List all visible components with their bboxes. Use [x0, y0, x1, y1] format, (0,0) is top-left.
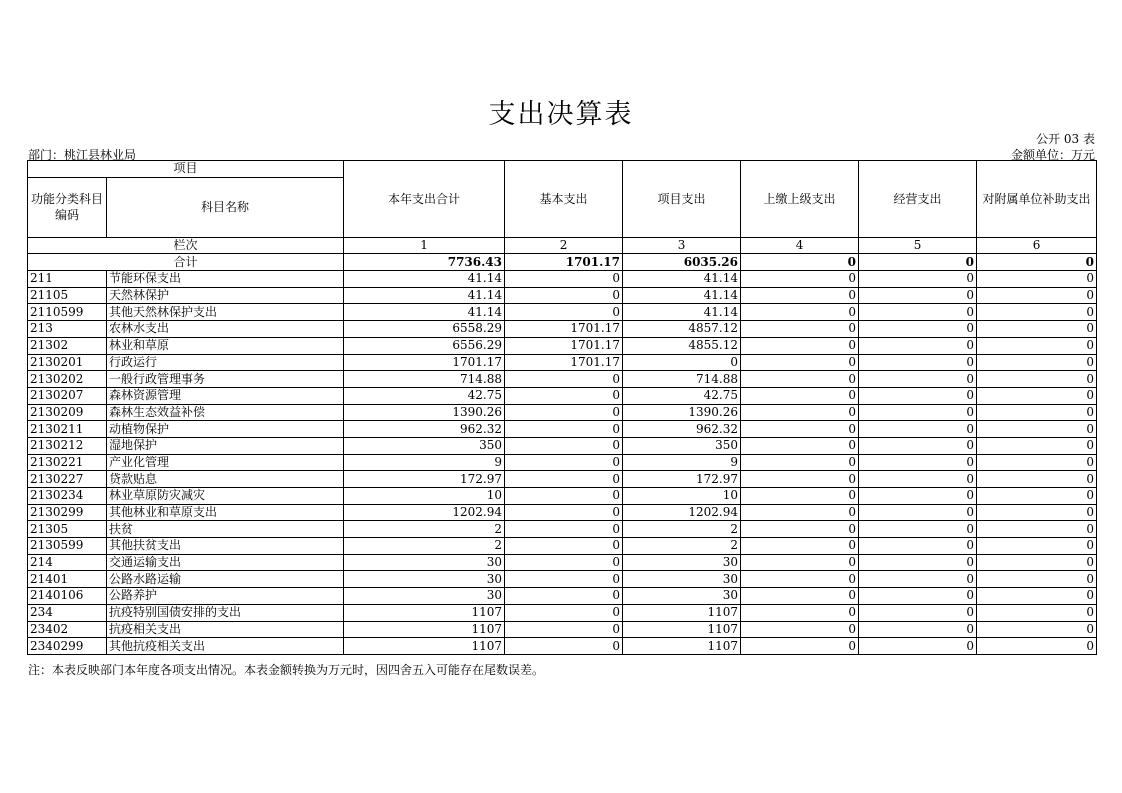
row-code: 2130207 [28, 387, 107, 404]
row-value: 41.14 [344, 304, 505, 321]
row-value: 1202.94 [623, 504, 741, 521]
amount-unit-label: 金额单位：万元 [1010, 148, 1095, 162]
row-value: 0 [859, 638, 977, 655]
row-value: 41.14 [623, 287, 741, 304]
row-value: 0 [505, 421, 623, 438]
row-value: 0 [859, 371, 977, 388]
header-col-num: 6 [977, 237, 1097, 254]
row-value: 0 [859, 504, 977, 521]
row-value: 0 [505, 638, 623, 655]
header-col-num: 5 [859, 237, 977, 254]
table-row [28, 404, 1097, 421]
header-col-num: 1 [344, 237, 505, 254]
row-value: 0 [505, 521, 623, 538]
row-value: 0 [505, 471, 623, 488]
row-value: 0 [859, 387, 977, 404]
row-value: 1107 [344, 604, 505, 621]
row-value: 0 [741, 588, 859, 605]
row-value: 0 [505, 454, 623, 471]
table-row [28, 554, 1097, 571]
row-value: 0 [505, 488, 623, 505]
row-value: 30 [344, 554, 505, 571]
table-row [28, 337, 1097, 354]
row-code: 21302 [28, 337, 107, 354]
row-value: 0 [741, 604, 859, 621]
total-value: 6035.26 [623, 254, 741, 271]
row-value: 0 [859, 621, 977, 638]
row-value: 0 [741, 521, 859, 538]
row-value: 30 [344, 571, 505, 588]
row-value: 172.97 [623, 471, 741, 488]
row-value: 42.75 [344, 387, 505, 404]
row-name: 公路养护 [107, 588, 344, 605]
row-value: 0 [741, 638, 859, 655]
row-value: 0 [741, 287, 859, 304]
row-value: 0 [505, 588, 623, 605]
row-value: 0 [859, 421, 977, 438]
row-value: 2 [623, 521, 741, 538]
table-row [28, 504, 1097, 521]
row-value: 0 [977, 504, 1097, 521]
table-row [28, 454, 1097, 471]
row-value: 0 [741, 354, 859, 371]
row-value: 0 [977, 371, 1097, 388]
row-value: 30 [344, 588, 505, 605]
row-name: 交通运输支出 [107, 554, 344, 571]
row-value: 41.14 [623, 271, 741, 288]
row-value: 0 [977, 421, 1097, 438]
row-code: 21401 [28, 571, 107, 588]
header-name: 科目名称 [107, 177, 344, 237]
row-value: 41.14 [344, 287, 505, 304]
row-value: 350 [623, 437, 741, 454]
row-value: 0 [977, 588, 1097, 605]
row-code: 2130201 [28, 354, 107, 371]
table-row [28, 271, 1097, 288]
header-col-num: 4 [741, 237, 859, 254]
row-value: 1202.94 [344, 504, 505, 521]
page-title: 支出决算表 [488, 99, 634, 130]
row-name: 其他天然林保护支出 [107, 304, 344, 321]
table-row [28, 387, 1097, 404]
row-value: 0 [977, 488, 1097, 505]
row-value: 0 [859, 304, 977, 321]
row-value: 0 [505, 404, 623, 421]
row-value: 0 [741, 471, 859, 488]
table-row [28, 521, 1097, 538]
row-value: 1701.17 [505, 337, 623, 354]
row-value: 0 [505, 504, 623, 521]
row-value: 0 [859, 337, 977, 354]
row-value: 0 [505, 604, 623, 621]
header-col-num: 2 [505, 237, 623, 254]
header-project: 项目 [28, 161, 344, 178]
row-value: 0 [859, 488, 977, 505]
row-name: 森林资源管理 [107, 387, 344, 404]
row-value: 0 [505, 538, 623, 555]
row-value: 0 [977, 404, 1097, 421]
row-value: 0 [859, 571, 977, 588]
header-col-num: 3 [623, 237, 741, 254]
row-value: 30 [623, 554, 741, 571]
row-value: 0 [977, 387, 1097, 404]
header-col-subsidy: 对附属单位补助支出 [977, 161, 1097, 238]
row-value: 1390.26 [623, 404, 741, 421]
row-name: 其他林业和草原支出 [107, 504, 344, 521]
row-value: 0 [977, 354, 1097, 371]
total-value: 7736.43 [344, 254, 505, 271]
total-row [28, 254, 1097, 271]
row-value: 0 [505, 437, 623, 454]
row-value: 0 [977, 337, 1097, 354]
row-name: 动植物保护 [107, 421, 344, 438]
row-value: 0 [977, 638, 1097, 655]
row-value: 0 [977, 571, 1097, 588]
row-value: 6558.29 [344, 321, 505, 338]
row-name: 林业和草原 [107, 337, 344, 354]
row-name: 其他抗疫相关支出 [107, 638, 344, 655]
row-value: 0 [741, 371, 859, 388]
row-value: 2 [344, 521, 505, 538]
row-name: 行政运行 [107, 354, 344, 371]
row-value: 1107 [623, 621, 741, 638]
row-value: 0 [741, 571, 859, 588]
row-value: 41.14 [623, 304, 741, 321]
row-value: 1701.17 [505, 321, 623, 338]
row-name: 其他扶贫支出 [107, 538, 344, 555]
table-row [28, 437, 1097, 454]
row-value: 172.97 [344, 471, 505, 488]
table-row [28, 287, 1097, 304]
row-code: 21105 [28, 287, 107, 304]
header-code: 功能分类科目编码 [28, 177, 107, 237]
row-code: 23402 [28, 621, 107, 638]
row-name: 扶贫 [107, 521, 344, 538]
row-value: 0 [977, 604, 1097, 621]
row-value: 0 [977, 521, 1097, 538]
total-value: 0 [859, 254, 977, 271]
row-value: 350 [344, 437, 505, 454]
row-value: 0 [859, 538, 977, 555]
row-name: 公路水路运输 [107, 571, 344, 588]
row-value: 0 [741, 321, 859, 338]
row-code: 234 [28, 604, 107, 621]
total-value: 1701.17 [505, 254, 623, 271]
header-col-total: 本年支出合计 [344, 161, 505, 238]
row-value: 0 [859, 604, 977, 621]
header-col-basic: 基本支出 [505, 161, 623, 238]
total-value: 0 [741, 254, 859, 271]
row-code: 2340299 [28, 638, 107, 655]
row-value: 0 [505, 621, 623, 638]
row-value: 0 [741, 387, 859, 404]
row-value: 0 [859, 521, 977, 538]
row-value: 714.88 [623, 371, 741, 388]
row-code: 2110599 [28, 304, 107, 321]
table-row [28, 588, 1097, 605]
row-value: 0 [977, 554, 1097, 571]
row-value: 0 [741, 554, 859, 571]
row-value: 0 [977, 538, 1097, 555]
row-value: 0 [859, 437, 977, 454]
row-value: 0 [505, 554, 623, 571]
table-row [28, 488, 1097, 505]
row-value: 0 [505, 271, 623, 288]
table-row [28, 421, 1097, 438]
table-row [28, 354, 1097, 371]
row-code: 2130234 [28, 488, 107, 505]
row-code: 214 [28, 554, 107, 571]
row-value: 1107 [344, 621, 505, 638]
row-value: 0 [859, 471, 977, 488]
row-value: 0 [977, 437, 1097, 454]
row-code: 2130202 [28, 371, 107, 388]
row-value: 0 [977, 304, 1097, 321]
row-name: 湿地保护 [107, 437, 344, 454]
table-row [28, 638, 1097, 655]
row-value: 9 [623, 454, 741, 471]
row-value: 10 [623, 488, 741, 505]
row-value: 6556.29 [344, 337, 505, 354]
row-value: 0 [859, 321, 977, 338]
row-value: 0 [859, 554, 977, 571]
row-value: 0 [741, 421, 859, 438]
row-name: 林业草原防灾减灾 [107, 488, 344, 505]
row-code: 213 [28, 321, 107, 338]
row-name: 农林水支出 [107, 321, 344, 338]
row-value: 0 [623, 354, 741, 371]
row-value: 0 [505, 571, 623, 588]
row-name: 节能环保支出 [107, 271, 344, 288]
row-value: 0 [741, 437, 859, 454]
row-value: 0 [505, 287, 623, 304]
row-value: 9 [344, 454, 505, 471]
row-value: 0 [977, 454, 1097, 471]
row-value: 0 [977, 621, 1097, 638]
department-label: 部门：桃江县林业局 [28, 148, 137, 162]
row-value: 10 [344, 488, 505, 505]
row-value: 1701.17 [505, 354, 623, 371]
row-code: 2130299 [28, 504, 107, 521]
row-value: 0 [505, 387, 623, 404]
total-label: 合计 [28, 254, 344, 271]
table-row [28, 571, 1097, 588]
row-name: 抗疫特别国债安排的支出 [107, 604, 344, 621]
row-code: 2130209 [28, 404, 107, 421]
row-name: 一般行政管理事务 [107, 371, 344, 388]
row-value: 962.32 [623, 421, 741, 438]
row-value: 0 [741, 504, 859, 521]
row-code: 2130227 [28, 471, 107, 488]
row-value: 1107 [344, 638, 505, 655]
row-value: 2 [623, 538, 741, 555]
table-number: 公开 03 表 [1036, 132, 1095, 146]
row-value: 962.32 [344, 421, 505, 438]
row-value: 0 [741, 404, 859, 421]
row-code: 2130212 [28, 437, 107, 454]
row-code: 2140106 [28, 588, 107, 605]
row-value: 0 [977, 287, 1097, 304]
row-value: 1701.17 [344, 354, 505, 371]
row-name: 产业化管理 [107, 454, 344, 471]
row-name: 天然林保护 [107, 287, 344, 304]
table-row [28, 604, 1097, 621]
row-name: 抗疫相关支出 [107, 621, 344, 638]
total-value: 0 [977, 254, 1097, 271]
row-value: 0 [741, 538, 859, 555]
row-value: 4855.12 [623, 337, 741, 354]
row-value: 0 [977, 321, 1097, 338]
header-col-business: 经营支出 [859, 161, 977, 238]
footnote: 注：本表反映部门本年度各项支出情况。本表金额转换为万元时，因四舍五入可能存在尾数误差。 [28, 663, 545, 677]
row-name: 森林生态效益补偿 [107, 404, 344, 421]
row-value: 0 [859, 271, 977, 288]
row-value: 714.88 [344, 371, 505, 388]
header-col-remit: 上缴上级支出 [741, 161, 859, 238]
row-value: 0 [859, 454, 977, 471]
table-row [28, 304, 1097, 321]
row-value: 0 [741, 337, 859, 354]
row-value: 41.14 [344, 271, 505, 288]
row-value: 0 [741, 488, 859, 505]
row-value: 0 [859, 404, 977, 421]
row-value: 0 [977, 271, 1097, 288]
row-value: 0 [505, 371, 623, 388]
row-value: 30 [623, 571, 741, 588]
table-row [28, 321, 1097, 338]
table-row [28, 471, 1097, 488]
table-row [28, 621, 1097, 638]
row-value: 0 [741, 271, 859, 288]
row-value: 1107 [623, 604, 741, 621]
header-col-label: 栏次 [28, 237, 344, 254]
row-value: 0 [505, 304, 623, 321]
table-row [28, 538, 1097, 555]
row-value: 1390.26 [344, 404, 505, 421]
row-value: 0 [859, 588, 977, 605]
row-code: 2130211 [28, 421, 107, 438]
row-code: 21305 [28, 521, 107, 538]
row-name: 贷款贴息 [107, 471, 344, 488]
expenditure-table [27, 160, 1097, 655]
row-value: 0 [741, 304, 859, 321]
row-value: 0 [859, 287, 977, 304]
row-value: 1107 [623, 638, 741, 655]
row-code: 211 [28, 271, 107, 288]
row-value: 4857.12 [623, 321, 741, 338]
row-code: 2130221 [28, 454, 107, 471]
table-row [28, 371, 1097, 388]
row-code: 2130599 [28, 538, 107, 555]
row-value: 42.75 [623, 387, 741, 404]
row-value: 2 [344, 538, 505, 555]
row-value: 30 [623, 588, 741, 605]
row-value: 0 [977, 471, 1097, 488]
header-col-project: 项目支出 [623, 161, 741, 238]
row-value: 0 [741, 454, 859, 471]
row-value: 0 [859, 354, 977, 371]
row-value: 0 [741, 621, 859, 638]
